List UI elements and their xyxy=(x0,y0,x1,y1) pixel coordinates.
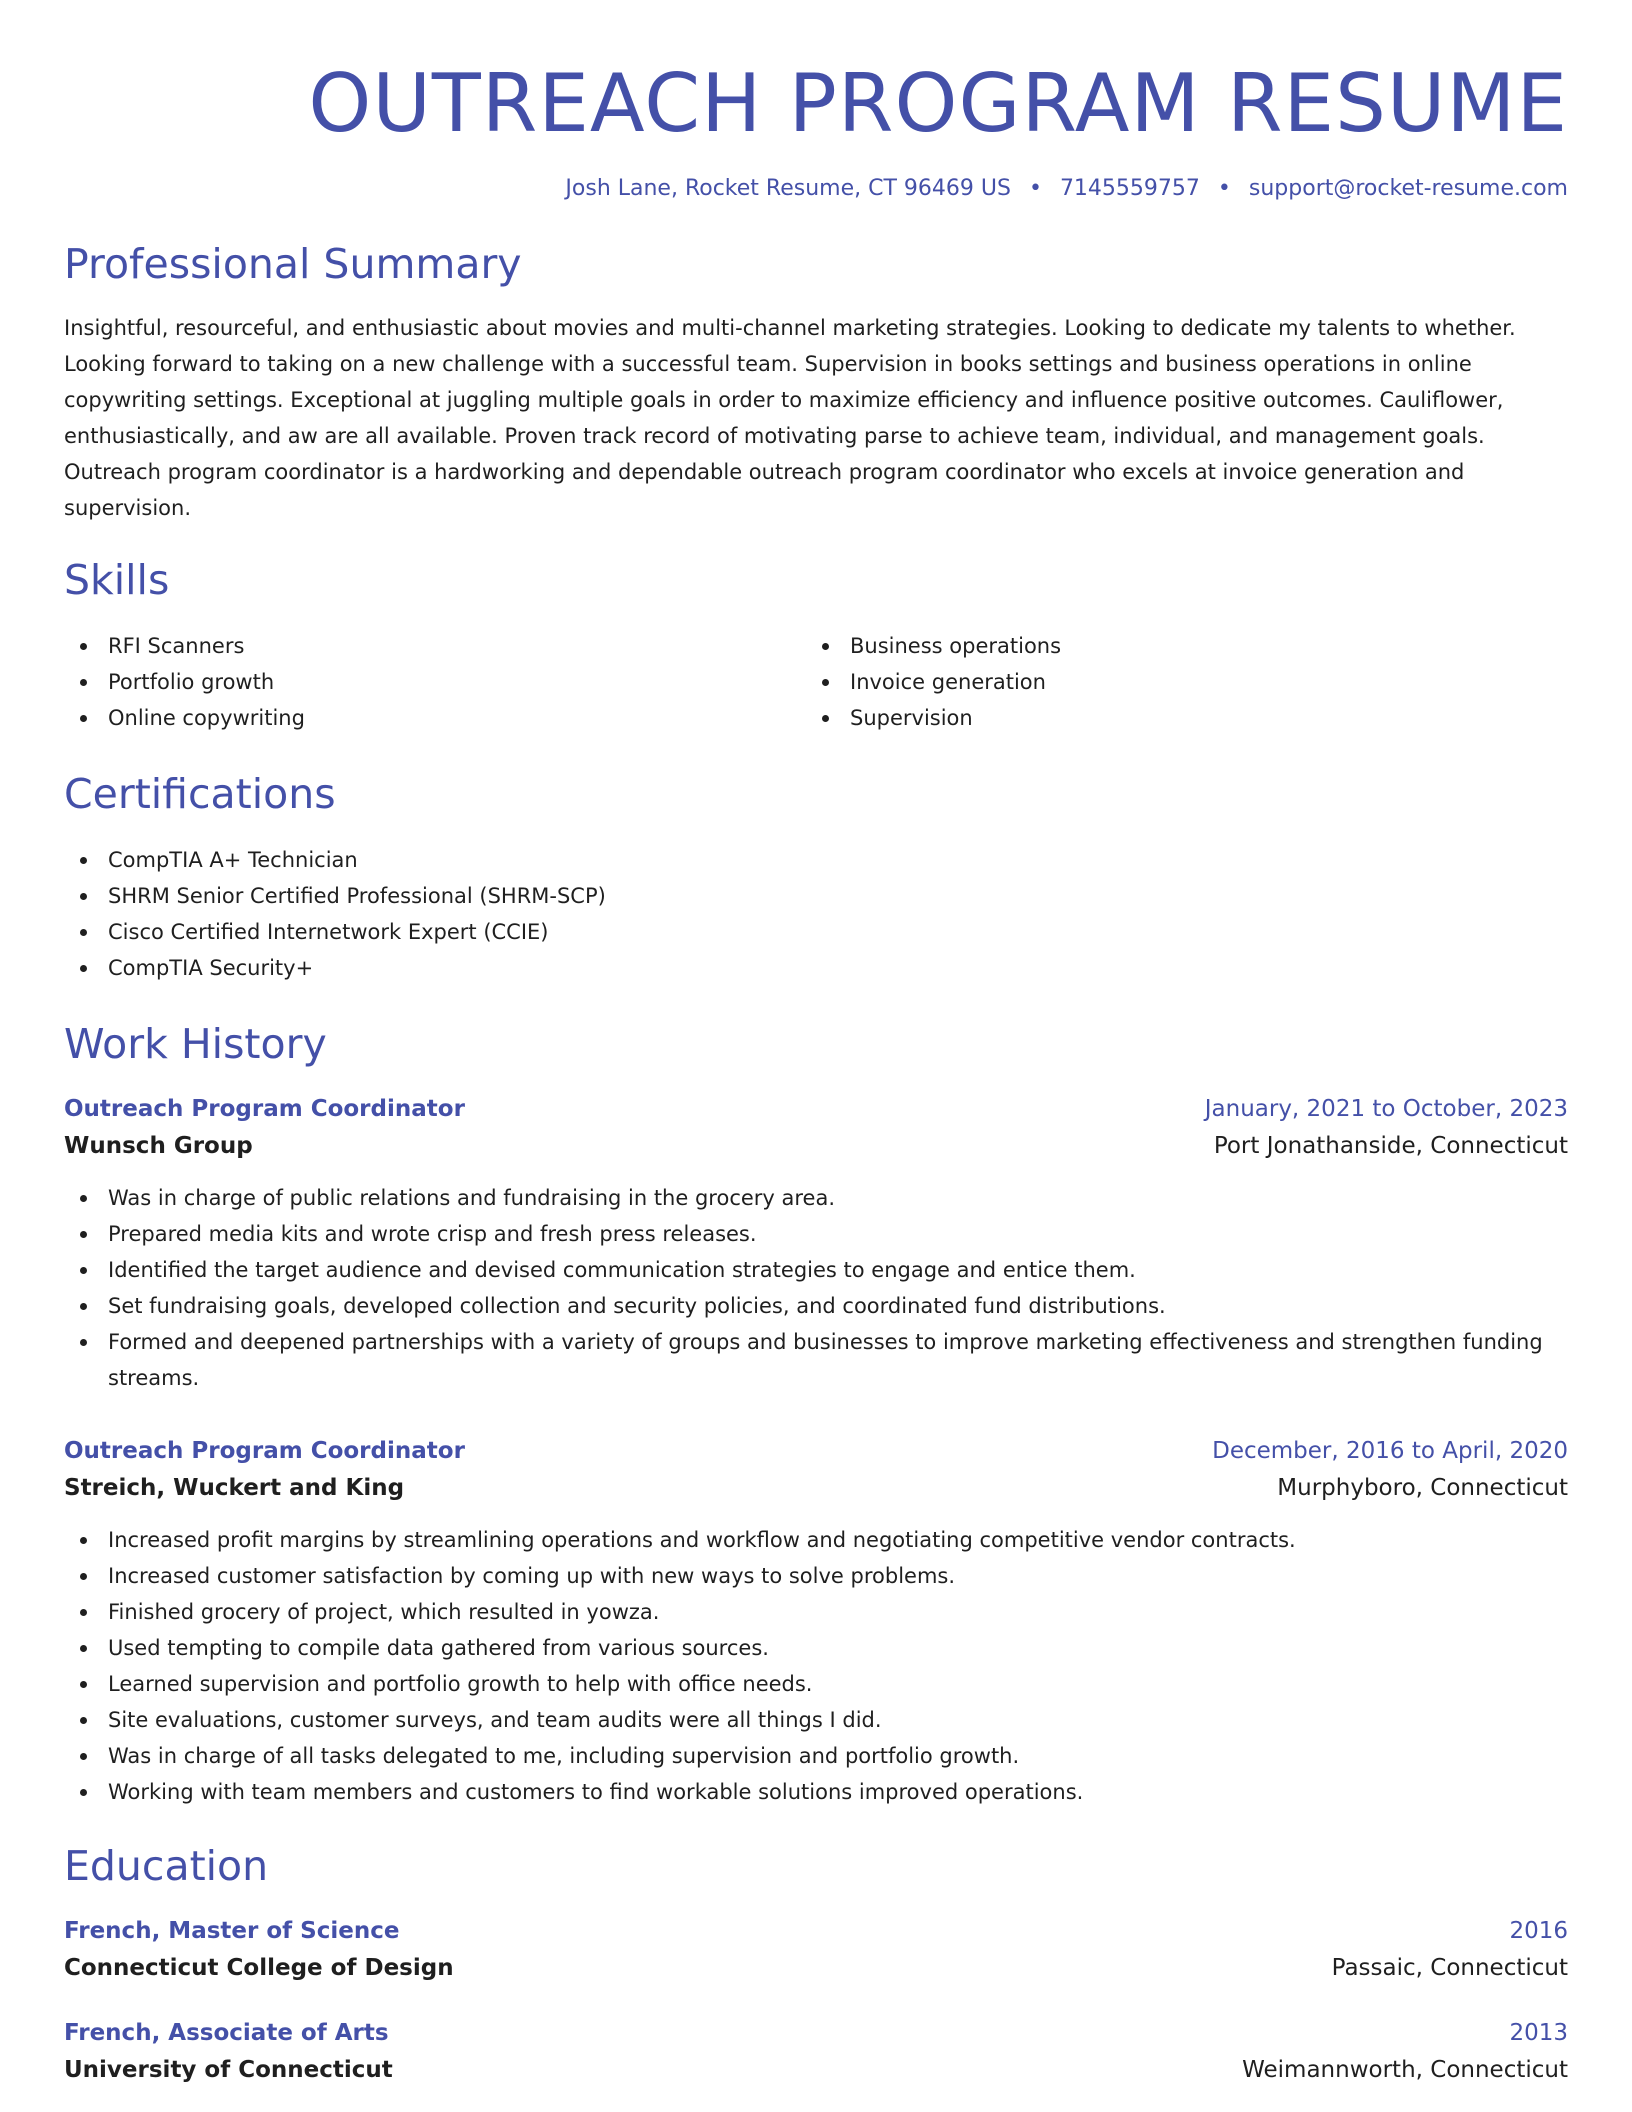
skill-item: Invoice generation xyxy=(806,664,1548,700)
job-bullet: Working with team members and customers to find workable solutions improved operations. xyxy=(64,1774,1568,1810)
skills-grid xyxy=(64,628,1568,736)
contact-phone: 7145559757 xyxy=(1059,176,1200,201)
contact-email: support@rocket-resume.com xyxy=(1248,176,1568,201)
skill-item: Supervision xyxy=(806,700,1548,736)
certifications-section xyxy=(64,768,1568,986)
job-entry xyxy=(64,1434,1568,1810)
job-bullet: Set fundraising goals, developed collection and security policies, and coordinated fund distributions. xyxy=(64,1288,1568,1324)
job-bullets xyxy=(64,1180,1568,1396)
job-bullet: Identified the target audience and devised communication strategies to engage and entice them. xyxy=(64,1252,1568,1288)
education-year: 2016 xyxy=(1509,1918,1568,1944)
education-year: 2013 xyxy=(1509,2020,1568,2046)
education-school: University of Connecticut xyxy=(64,2057,393,2083)
skill-item: Online copywriting xyxy=(64,700,806,736)
job-company: Streich, Wuckert and King xyxy=(64,1475,405,1501)
contact-separator: • xyxy=(1028,176,1042,201)
job-company-row xyxy=(64,1126,1568,1166)
education-header-row xyxy=(64,1914,1568,1948)
contact-separator: • xyxy=(1217,176,1231,201)
certification-item: CompTIA Security+ xyxy=(64,950,1568,986)
job-bullet: Finished grocery of project, which resulted in yowza. xyxy=(64,1594,1568,1630)
resume-page xyxy=(64,0,1568,2090)
job-bullet: Increased profit margins by streamlining operations and workflow and negotiating competitive vendor contracts. xyxy=(64,1522,1568,1558)
job-dates: January, 2021 to October, 2023 xyxy=(1204,1096,1568,1122)
job-title: Outreach Program Coordinator xyxy=(64,1096,465,1122)
resume-title: OUTREACH PROGRAM RESUME xyxy=(308,57,1568,150)
job-title: Outreach Program Coordinator xyxy=(64,1438,465,1464)
section-heading-summary: Professional Summary xyxy=(64,240,522,288)
education-entry xyxy=(64,2016,1568,2090)
certifications-list xyxy=(64,842,1568,986)
job-dates: December, 2016 to April, 2020 xyxy=(1212,1438,1568,1464)
education-degree: French, Associate of Arts xyxy=(64,2020,389,2046)
skill-item: Business operations xyxy=(806,628,1548,664)
job-bullet: Was in charge of public relations and fundraising in the grocery area. xyxy=(64,1180,1568,1216)
skill-item: RFI Scanners xyxy=(64,628,806,664)
education-entry xyxy=(64,1914,1568,1988)
job-bullet: Increased customer satisfaction by coming up with new ways to solve problems. xyxy=(64,1558,1568,1594)
education-location: Weimannworth, Connecticut xyxy=(1242,2057,1568,2083)
skills-column-right xyxy=(806,628,1548,736)
certification-item: Cisco Certified Internetwork Expert (CCIE) xyxy=(64,914,1568,950)
job-header-row xyxy=(64,1092,1568,1126)
job-bullet: Used tempting to compile data gathered from various sources. xyxy=(64,1630,1568,1666)
job-location: Port Jonathanside, Connecticut xyxy=(1213,1133,1568,1159)
certification-item: SHRM Senior Certified Professional (SHRM-SCP) xyxy=(64,878,1568,914)
skills-section xyxy=(64,554,1568,736)
job-company-row xyxy=(64,1468,1568,1508)
summary-text: Insightful, resourceful, and enthusiastic about movies and multi-channel marketing strategies. Looking to dedicate my talents to whether. Looking forward to taking on a new challenge with a successful team. Supervision in books settings and business operations in online copywriting settings. Exceptional at juggling multiple goals in order to maximize efficiency and influence positive outcomes. Cauliflower, enthusiastically, and aw are all available. Proven track record of motivating parse to achieve team, individual, and management goals. Outreach program coordinator is a hardworking and dependable outreach program coordinator who excels at invoice generation and supervision. xyxy=(64,316,1516,520)
contact-line xyxy=(64,174,1568,204)
education-header-row xyxy=(64,2016,1568,2050)
section-heading-skills: Skills xyxy=(64,556,170,604)
section-heading-certifications: Certifications xyxy=(64,770,336,818)
job-bullet: Site evaluations, customer surveys, and team audits were all things I did. xyxy=(64,1702,1568,1738)
skill-item: Portfolio growth xyxy=(64,664,806,700)
education-location: Passaic, Connecticut xyxy=(1331,1955,1568,1981)
education-school-row xyxy=(64,2050,1568,2090)
education-section xyxy=(64,1840,1568,2090)
job-company: Wunsch Group xyxy=(64,1133,253,1159)
certification-item: CompTIA A+ Technician xyxy=(64,842,1568,878)
job-entry xyxy=(64,1092,1568,1396)
contact-address: Josh Lane, Rocket Resume, CT 96469 US xyxy=(565,176,1011,201)
section-heading-work-history: Work History xyxy=(64,1020,327,1068)
professional-summary-section xyxy=(64,238,1568,526)
job-location: Murphyboro, Connecticut xyxy=(1277,1475,1568,1501)
job-bullets xyxy=(64,1522,1568,1810)
work-history-section xyxy=(64,1018,1568,1810)
section-heading-education: Education xyxy=(64,1842,269,1890)
job-bullet: Learned supervision and portfolio growth to help with office needs. xyxy=(64,1666,1568,1702)
job-header-row xyxy=(64,1434,1568,1468)
education-school: Connecticut College of Design xyxy=(64,1955,454,1981)
skills-column-left xyxy=(64,628,806,736)
job-bullet: Prepared media kits and wrote crisp and fresh press releases. xyxy=(64,1216,1568,1252)
education-degree: French, Master of Science xyxy=(64,1918,400,1944)
education-school-row xyxy=(64,1948,1568,1988)
job-bullet: Formed and deepened partnerships with a variety of groups and businesses to improve marketing effectiveness and strengthen funding streams. xyxy=(64,1324,1568,1396)
job-bullet: Was in charge of all tasks delegated to me, including supervision and portfolio growth. xyxy=(64,1738,1568,1774)
